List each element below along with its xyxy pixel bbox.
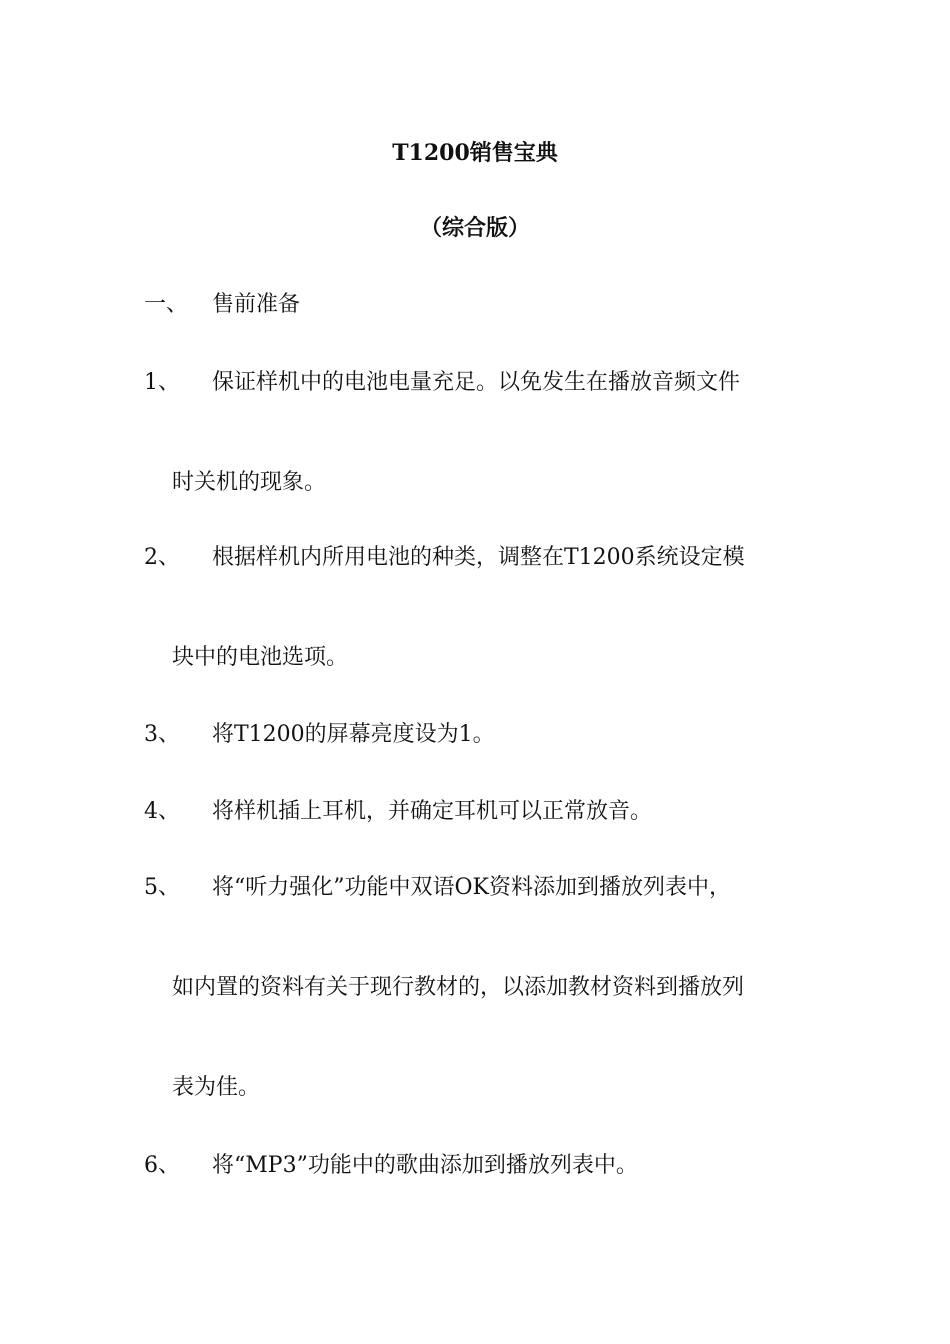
item-text-line: 如内置的资料有关于现行教材的，以添加教材资料到播放列 <box>172 975 745 1000</box>
item-text-line: 块中的电池选项。 <box>172 645 349 670</box>
item-number: 1、 <box>144 370 180 395</box>
item-text-line: 将T1200的屏幕亮度设为1。 <box>212 722 495 747</box>
item-number: 4、 <box>144 799 180 824</box>
item-number: 3、 <box>144 722 180 747</box>
item-text-line: 表为佳。 <box>172 1075 261 1100</box>
item-text-line: 根据样机内所用电池的种类，调整在T1200系统设定模 <box>212 545 745 570</box>
item-text-line: 将样机插上耳机，并确定耳机可以正常放音。 <box>212 799 653 824</box>
document-subtitle: （综合版） <box>419 215 530 241</box>
item-text-line: 保证样机中的电池电量充足。以免发生在播放音频文件 <box>212 370 741 395</box>
item-number: 2、 <box>144 545 180 570</box>
item-number: 6、 <box>144 1153 180 1178</box>
section-number: 一、 <box>144 292 189 317</box>
item-text-line: 将“听力强化”功能中双语OK资料添加到播放列表中， <box>212 875 731 900</box>
document-title: T1200销售宝典 <box>392 140 558 166</box>
item-text-line: 时关机的现象。 <box>172 470 327 495</box>
item-text-line: 将“MP3”功能中的歌曲添加到播放列表中。 <box>212 1153 638 1178</box>
section-heading: 售前准备 <box>212 292 301 317</box>
item-number: 5、 <box>144 875 180 900</box>
